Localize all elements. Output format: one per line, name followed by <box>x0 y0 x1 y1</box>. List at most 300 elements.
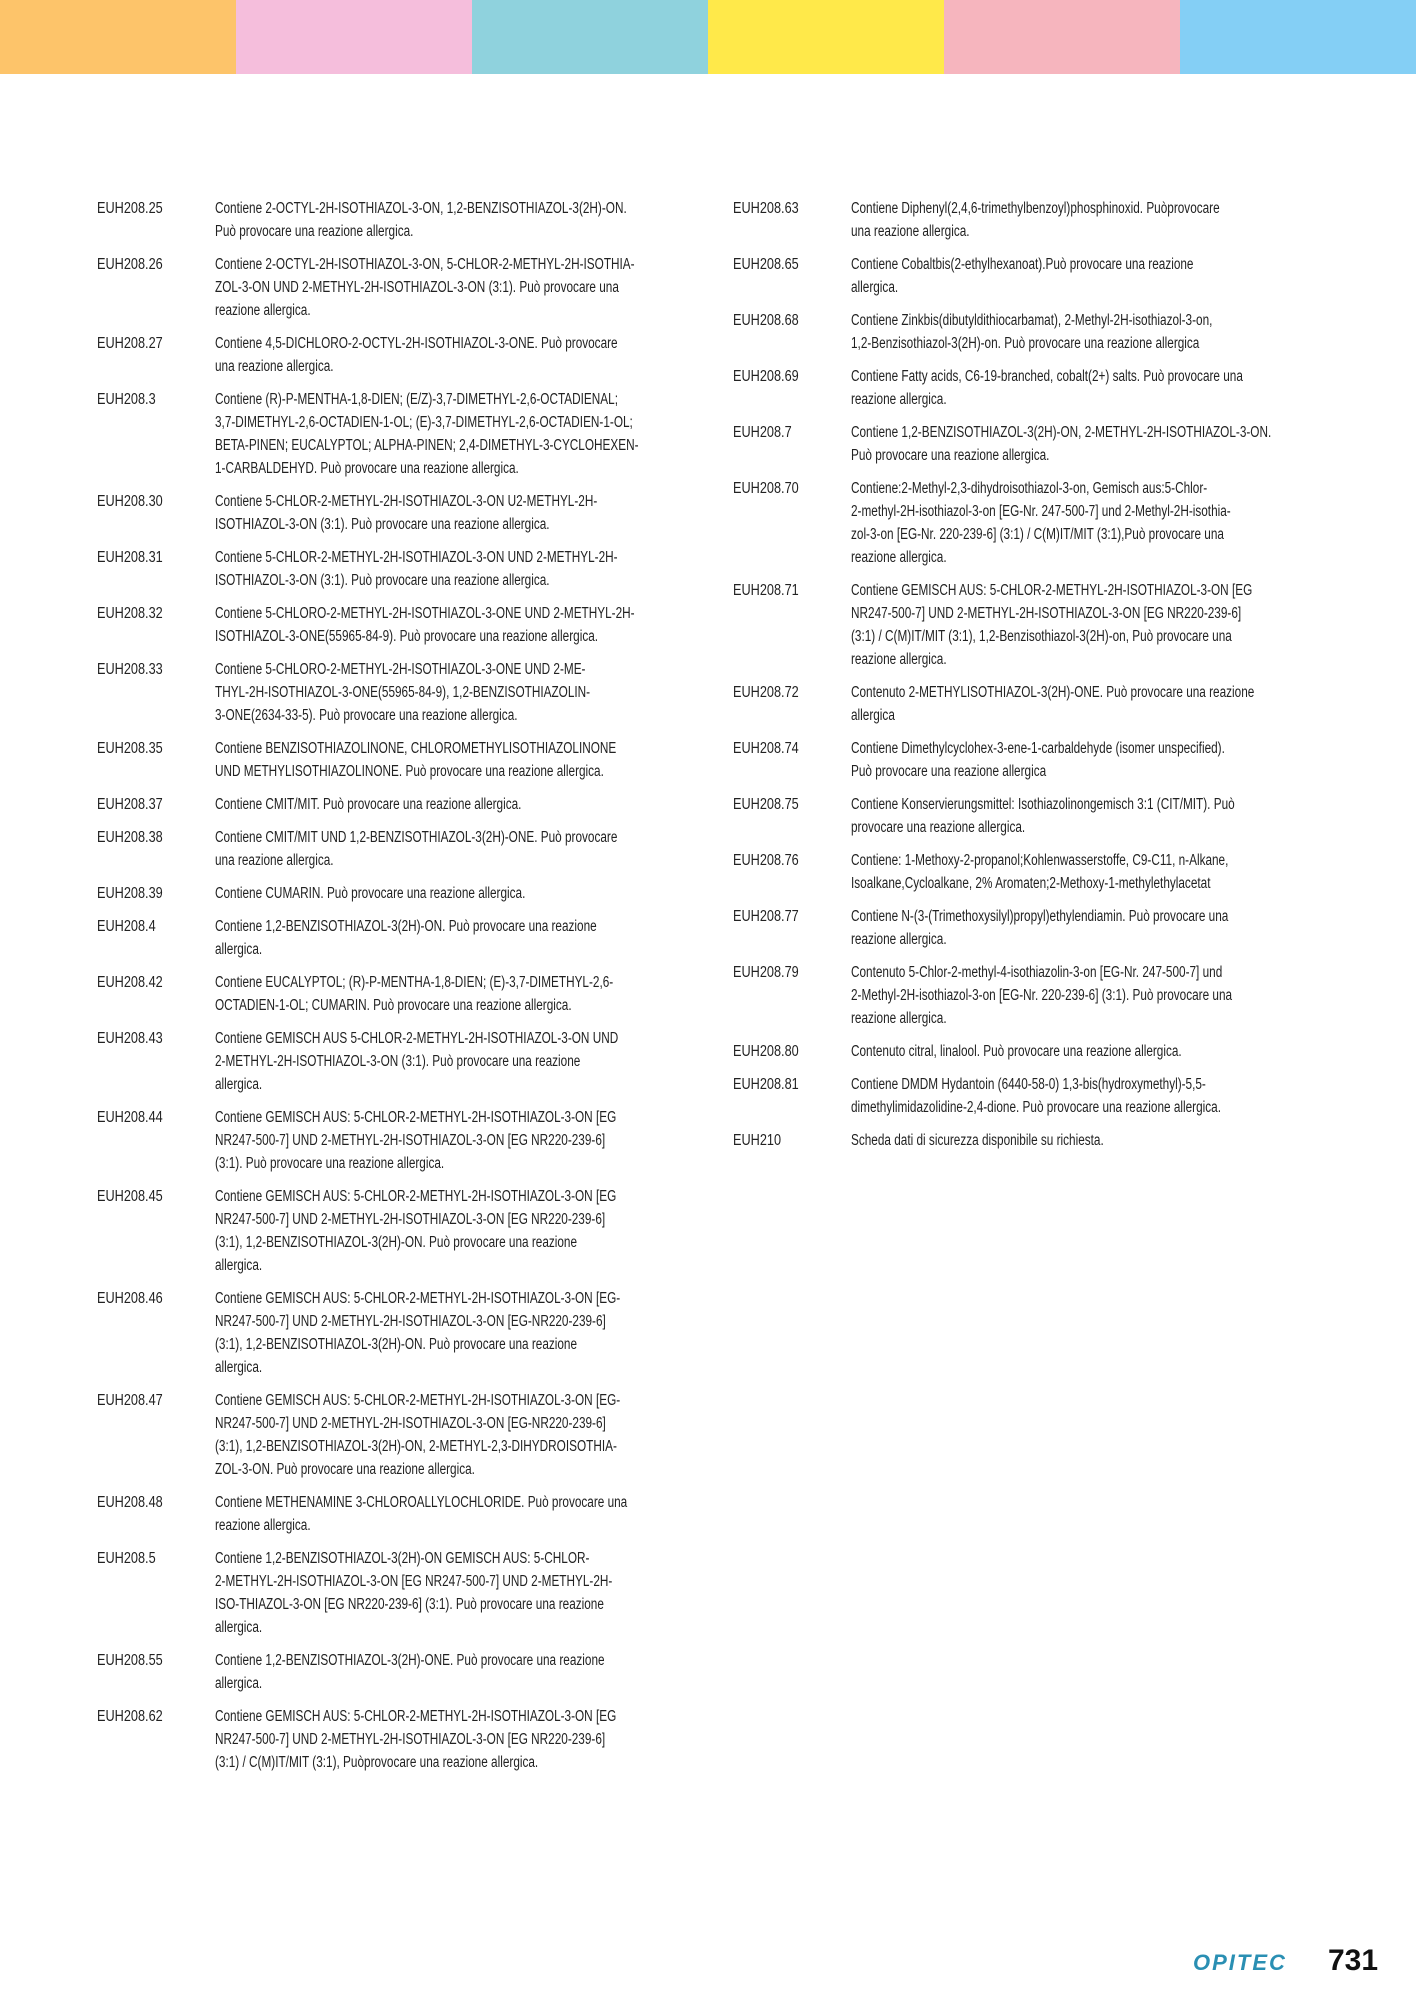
hazard-entry <box>97 253 697 322</box>
hazard-code <box>97 1547 215 1639</box>
statement-line-text: (3:1), 1,2-BENZISOTHIAZOL-3(2H)-ON, 2-METHYL-2,3-DIHYDROISOTHIA- <box>215 1438 617 1455</box>
statement-line <box>215 1129 743 1152</box>
hazard-entry <box>97 602 697 648</box>
statement-line-text: Contiene GEMISCH AUS: 5-CHLOR-2-METHYL-2H-ISOTHIAZOL-3-ON [EG <box>215 1708 617 1725</box>
statement-line <box>215 1310 748 1333</box>
hazard-code-text: EUH208.72 <box>733 684 799 701</box>
statement-line-text: OCTADIEN-1-OL; CUMARIN. Può provocare una reazione allergica. <box>215 997 572 1014</box>
hazard-code-text: EUH208.71 <box>733 582 799 599</box>
hazard-entry <box>97 737 697 783</box>
statement-line-text: 3-ONE(2634-33-5). Può provocare una reazione allergica. <box>215 707 518 724</box>
statement-line-text: Contiene BENZISOTHIAZOLINONE, CHLOROMETHYLISOTHIAZOLINONE <box>215 740 617 757</box>
statement-line-text: 1,2-Benzisothiazol-3(2H)-on. Può provocare una reazione allergica <box>851 335 1200 352</box>
statement-line-text: BETA-PINEN; EUCALYPTOL; ALPHA-PINEN; 2,4-DIMETHYL-3-CYCLOHEXEN- <box>215 437 639 454</box>
statement-line <box>215 569 745 592</box>
statement-line <box>851 523 1353 546</box>
statement-line <box>215 915 717 938</box>
statement-line-text: Contiene GEMISCH AUS: 5-CHLOR-2-METHYL-2H-ISOTHIAZOL-3-ON [EG <box>215 1188 617 1205</box>
hazard-code <box>733 737 851 783</box>
hazard-entry <box>733 849 1353 895</box>
hazard-statement <box>851 253 1353 299</box>
statement-line <box>851 1007 1353 1030</box>
hazard-entry <box>733 681 1353 727</box>
hazard-entry <box>733 579 1353 671</box>
hazard-code <box>97 737 215 783</box>
statement-line-text: Contiene:2-Methyl-2,3-dihydroisothiazol-3-on, Gemisch aus:5-Chlor- <box>851 480 1208 497</box>
statement-line <box>215 1287 748 1310</box>
hazard-code <box>733 793 851 839</box>
statement-line <box>215 546 745 569</box>
statement-line <box>215 625 767 648</box>
statement-line <box>215 1593 738 1616</box>
statement-line-text: (3:1), 1,2-BENZISOTHIAZOL-3(2H)-ON. Può provocare una reazione <box>215 1234 578 1251</box>
hazard-code-text: EUH208.65 <box>733 256 799 273</box>
hazard-code-text: EUH208.42 <box>97 974 163 991</box>
statement-line <box>215 513 718 536</box>
statement-line <box>851 816 1356 839</box>
statement-line-text: Contiene EUCALYPTOL; (R)-P-MENTHA-1,8-DIEN; (E)-3,7-DIMETHYL-2,6- <box>215 974 614 991</box>
statement-line <box>215 1616 738 1639</box>
hazard-code <box>733 681 851 727</box>
statement-line <box>851 365 1367 388</box>
statement-line <box>215 411 772 434</box>
statement-line-text: Può provocare una reazione allergica <box>851 763 1047 780</box>
statement-line <box>215 197 757 220</box>
statement-line-text: ISOTHIAZOL-3-ON (3:1). Può provocare una reazione allergica. <box>215 516 550 533</box>
statement-line <box>215 1356 748 1379</box>
hazard-statement <box>851 477 1353 569</box>
statement-line <box>851 961 1353 984</box>
hazard-entry <box>97 1106 697 1175</box>
statement-line <box>215 1185 743 1208</box>
hazard-code <box>97 1287 215 1379</box>
hazard-code <box>97 793 215 816</box>
hazard-code <box>97 388 215 480</box>
hazard-statement <box>851 365 1367 411</box>
hazard-entry <box>97 793 697 816</box>
hazard-statement <box>851 421 1404 467</box>
hazard-code-text: EUH208.31 <box>97 549 163 566</box>
statement-line-text: Contiene GEMISCH AUS: 5-CHLOR-2-METHYL-2H-ISOTHIAZOL-3-ON [EG <box>215 1109 617 1126</box>
statement-line <box>851 477 1353 500</box>
color-block <box>944 0 1180 74</box>
statement-line-text: (3:1), 1,2-BENZISOTHIAZOL-3(2H)-ON. Può provocare una reazione <box>215 1336 578 1353</box>
hazard-code-text: EUH208.32 <box>97 605 163 622</box>
hazard-entry <box>733 1073 1353 1119</box>
statement-line <box>215 1412 748 1435</box>
statement-line-text: Contiene N-(3-(Trimethoxysilyl)propyl)ethylendiamin. Può provocare una <box>851 908 1229 925</box>
hazard-code <box>97 197 215 243</box>
statement-line-text: reazione allergica. <box>215 1517 311 1534</box>
statement-line <box>851 872 1353 895</box>
statement-line <box>215 253 767 276</box>
statement-line <box>215 1152 743 1175</box>
hazard-statement <box>851 793 1356 839</box>
hazard-code-text: EUH208.77 <box>733 908 799 925</box>
statement-line <box>851 253 1353 276</box>
hazard-statement <box>851 1073 1353 1119</box>
hazard-code-text: EUH208.74 <box>733 740 799 757</box>
statement-line-text: Contiene 1,2-BENZISOTHIAZOL-3(2H)-ON. Può provocare una reazione <box>215 918 597 935</box>
statement-line <box>215 332 745 355</box>
statement-line-text: Contenuto citral, linalool. Può provocare una reazione allergica. <box>851 1043 1182 1060</box>
hazard-statement <box>215 388 772 480</box>
hazard-statement <box>215 826 744 872</box>
hazard-entry <box>97 1027 697 1096</box>
hazard-entry <box>97 1185 697 1277</box>
statement-line-text: ISO-THIAZOL-3-ON [EG NR220-239-6] (3:1). Può provocare una reazione <box>215 1596 604 1613</box>
statement-line <box>215 826 744 849</box>
statement-line <box>215 737 743 760</box>
statement-line <box>215 1333 748 1356</box>
hazard-statement <box>215 1547 738 1639</box>
hazard-code-text: EUH208.30 <box>97 493 163 510</box>
hazard-code-text: EUH208.75 <box>733 796 799 813</box>
statement-line <box>851 849 1353 872</box>
hazard-code-text: EUH208.46 <box>97 1290 163 1307</box>
statement-line-text: zol-3-on [EG-Nr. 220-239-6] (3:1) / C(M)IT/MIT (3:1),Può provocare una <box>851 526 1224 543</box>
statement-line-text: Contenuto 5-Chlor-2-methyl-4-isothiazolin-3-on [EG-Nr. 247-500-7] und <box>851 964 1223 981</box>
statement-line <box>215 1751 743 1774</box>
statement-line <box>851 984 1353 1007</box>
statement-line-text: Contiene 5-CHLOR-2-METHYL-2H-ISOTHIAZOL-3-ON UND 2-METHYL-2H- <box>215 549 618 566</box>
statement-line <box>215 1728 743 1751</box>
hazard-code-text: EUH210 <box>733 1132 782 1149</box>
hazard-code-text: EUH208.39 <box>97 885 163 902</box>
hazard-code-text: EUH208.47 <box>97 1392 163 1409</box>
hazard-entry <box>97 1705 697 1774</box>
hazard-code <box>733 421 851 467</box>
statement-line-text: Contiene Diphenyl(2,4,6-trimethylbenzoyl)phosphinoxid. Puòprovocare <box>851 200 1220 217</box>
hazard-code <box>97 915 215 961</box>
statement-line <box>851 388 1367 411</box>
statement-line <box>215 355 745 378</box>
statement-line <box>215 1672 728 1695</box>
statement-line <box>215 994 739 1017</box>
statement-line-text: Contiene 2-OCTYL-2H-ISOTHIAZOL-3-ON, 5-CHLOR-2-METHYL-2H-ISOTHIA- <box>215 256 635 273</box>
statement-line-text: NR247-500-7] UND 2-METHYL-2H-ISOTHIAZOL-3-ON [EG NR220-239-6] <box>851 605 1242 622</box>
statement-line-text: Contiene Dimethylcyclohex-3-ene-1-carbaldehyde (isomer unspecified). <box>851 740 1225 757</box>
statement-line <box>215 602 767 625</box>
statement-line-text: Contiene 2-OCTYL-2H-ISOTHIAZOL-3-ON, 1,2-BENZISOTHIAZOL-3(2H)-ON. <box>215 200 627 217</box>
statement-line <box>215 299 767 322</box>
statement-line <box>215 1389 748 1412</box>
statement-line <box>215 658 709 681</box>
statement-line <box>215 1570 738 1593</box>
statement-line-text: Contiene Zinkbis(dibutyldithiocarbamat), 2-Methyl-2H-isothiazol-3-on, <box>851 312 1213 329</box>
statement-line <box>851 421 1404 444</box>
statement-line-text: Contiene 5-CHLORO-2-METHYL-2H-ISOTHIAZOL-3-ONE UND 2-METHYL-2H- <box>215 605 635 622</box>
page-number: 731 <box>1328 1944 1379 1977</box>
statement-line <box>215 760 743 783</box>
statement-line-text: Contiene GEMISCH AUS: 5-CHLOR-2-METHYL-2H-ISOTHIAZOL-3-ON [EG- <box>215 1290 621 1307</box>
hazard-code <box>97 1106 215 1175</box>
statement-line <box>215 1106 743 1129</box>
hazard-code-text: EUH208.63 <box>733 200 799 217</box>
statement-line-text: Contenuto 2-METHYLISOTHIAZOL-3(2H)-ONE. Può provocare una reazione <box>851 684 1255 701</box>
statement-line <box>215 938 717 961</box>
hazard-code-text: EUH208.80 <box>733 1043 799 1060</box>
statement-line <box>215 849 744 872</box>
hazard-statement <box>215 793 697 816</box>
hazard-code-text: EUH208.62 <box>97 1708 163 1725</box>
statement-line <box>851 1073 1353 1096</box>
statement-line-text: ISOTHIAZOL-3-ONE(55965-84-9). Può provocare una reazione allergica. <box>215 628 599 645</box>
statement-line-text: Contiene: 1-Methoxy-2-propanol;Kohlenwasserstoffe, C9-C11, n-Alkane, <box>851 852 1229 869</box>
statement-line-text: Contiene (R)-P-MENTHA-1,8-DIEN; (E/Z)-3,7-DIMETHYL-2,6-OCTADIENAL; <box>215 391 618 408</box>
hazard-code <box>97 1649 215 1695</box>
statement-line-text: Contiene Konservierungsmittel: Isothiazolinongemisch 3:1 (CIT/MIT). Può <box>851 796 1235 813</box>
statement-line <box>851 760 1353 783</box>
hazard-code <box>97 882 215 905</box>
hazard-entry <box>733 1040 1353 1063</box>
statement-line-text: Contiene CMIT/MIT UND 1,2-BENZISOTHIAZOL-3(2H)-ONE. Può provocare <box>215 829 618 846</box>
statement-line-text: (3:1). Può provocare una reazione allergica. <box>215 1155 445 1172</box>
hazard-entry <box>97 826 697 872</box>
hazard-code <box>733 905 851 951</box>
hazard-code-text: EUH208.38 <box>97 829 163 846</box>
hazard-code <box>97 1027 215 1096</box>
hazard-entry <box>733 477 1353 569</box>
hazard-code-text: EUH208.44 <box>97 1109 163 1126</box>
hazard-code <box>733 849 851 895</box>
statement-line <box>215 1073 746 1096</box>
statement-line <box>215 1231 743 1254</box>
statement-line-text: (3:1) / C(M)IT/MIT (3:1), 1,2-Benzisothiazol-3(2H)-on, Può provocare una <box>851 628 1232 645</box>
hazard-statement <box>851 1129 1353 1152</box>
statement-line <box>215 681 709 704</box>
statement-line <box>851 602 1379 625</box>
hazard-statement <box>215 658 709 727</box>
statement-line-text: Contiene GEMISCH AUS 5-CHLOR-2-METHYL-2H-ISOTHIAZOL-3-ON UND <box>215 1030 619 1047</box>
statement-line <box>215 434 772 457</box>
statement-line-text: Contiene Fatty acids, C6-19-branched, cobalt(2+) salts. Può provocare una <box>851 368 1243 385</box>
hazard-statement <box>851 905 1353 951</box>
hazard-code <box>733 1073 851 1119</box>
statement-line-text: ZOL-3-ON UND 2-METHYL-2H-ISOTHIAZOL-3-ON (3:1). Può provocare una <box>215 279 619 296</box>
hazard-code <box>733 477 851 569</box>
statement-line <box>851 197 1353 220</box>
statement-line-text: 2-METHYL-2H-ISOTHIAZOL-3-ON [EG NR247-500-7] UND 2-METHYL-2H- <box>215 1573 613 1590</box>
statement-line <box>215 1254 743 1277</box>
hazard-statement <box>215 1389 748 1481</box>
statement-line-text: Contiene Cobaltbis(2-ethylhexanoat).Può provocare una reazione <box>851 256 1194 273</box>
statement-line-text: reazione allergica. <box>851 931 947 948</box>
statement-line-text: Contiene 5-CHLOR-2-METHYL-2H-ISOTHIAZOL-3-ON U2-METHYL-2H- <box>215 493 598 510</box>
color-block <box>708 0 944 74</box>
statement-line-text: una reazione allergica. <box>215 358 334 375</box>
statement-line <box>215 793 697 816</box>
statement-line-text: allergica. <box>215 1675 263 1692</box>
hazard-statement <box>215 1491 757 1537</box>
statement-line <box>215 1491 757 1514</box>
statement-line <box>215 704 709 727</box>
hazard-entry <box>97 1491 697 1537</box>
hazard-code-text: EUH208.4 <box>97 918 156 935</box>
hazard-code-text: EUH208.37 <box>97 796 163 813</box>
statement-line <box>215 1547 738 1570</box>
hazard-code-text: EUH208.25 <box>97 200 163 217</box>
statement-line-text: Contiene 5-CHLORO-2-METHYL-2H-ISOTHIAZOL-3-ONE UND 2-ME- <box>215 661 586 678</box>
hazard-entry <box>97 1547 697 1639</box>
statement-line <box>215 1027 746 1050</box>
hazard-code <box>733 197 851 243</box>
hazard-statement <box>215 1027 746 1096</box>
statement-line-text: Contiene GEMISCH AUS: 5-CHLOR-2-METHYL-2H-ISOTHIAZOL-3-ON [EG <box>851 582 1253 599</box>
hazard-code <box>733 309 851 355</box>
hazard-code <box>97 490 215 536</box>
hazard-statement <box>215 1106 743 1175</box>
hazard-entry <box>97 1649 697 1695</box>
statement-line-text: Scheda dati di sicurezza disponibile su richiesta. <box>851 1132 1104 1149</box>
statement-line <box>215 1705 743 1728</box>
statement-line-text: Può provocare una reazione allergica. <box>851 447 1050 464</box>
statement-line <box>215 1208 743 1231</box>
hazard-entry <box>733 961 1353 1030</box>
hazard-entry <box>97 882 697 905</box>
hazard-code <box>97 253 215 322</box>
statement-line-text: dimethylimidazolidine-2,4-dione. Può provocare una reazione allergica. <box>851 1099 1221 1116</box>
statement-line-text: allergica. <box>851 279 899 296</box>
hazard-entry <box>733 309 1353 355</box>
statement-line-text: 2-methyl-2H-isothiazol-3-on [EG-Nr. 247-500-7] und 2-Methyl-2H-isothia- <box>851 503 1231 520</box>
hazard-code-text: EUH208.45 <box>97 1188 163 1205</box>
hazard-code-text: EUH208.35 <box>97 740 163 757</box>
hazard-entry <box>733 905 1353 951</box>
hazard-entry <box>97 915 697 961</box>
hazard-code <box>733 1040 851 1063</box>
statement-line-text: 2-Methyl-2H-isothiazol-3-on [EG-Nr. 220-239-6] (3:1). Può provocare una <box>851 987 1233 1004</box>
hazard-statement <box>215 602 767 648</box>
statement-line-text: una reazione allergica. <box>215 852 334 869</box>
hazard-entry <box>97 1287 697 1379</box>
statement-line <box>851 579 1379 602</box>
statement-line-text: ZOL-3-ON. Può provocare una reazione allergica. <box>215 1461 475 1478</box>
hazard-statement <box>215 1287 748 1379</box>
statement-line <box>851 1040 1353 1063</box>
hazard-code-text: EUH208.48 <box>97 1494 163 1511</box>
statement-line-text: allergica. <box>215 1076 263 1093</box>
color-header-bar <box>0 0 1416 74</box>
statement-line-text: UND METHYLISOTHIAZOLINONE. Può provocare una reazione allergica. <box>215 763 604 780</box>
statement-line-text: Contiene METHENAMINE 3-CHLOROALLYLOCHLORIDE. Può provocare una <box>215 1494 628 1511</box>
hazard-code <box>97 1705 215 1774</box>
hazard-code-text: EUH208.69 <box>733 368 799 385</box>
statement-line-text: allergica. <box>215 1257 263 1274</box>
statement-line <box>851 1096 1353 1119</box>
statement-line-text: NR247-500-7] UND 2-METHYL-2H-ISOTHIAZOL-3-ON [EG NR220-239-6] <box>215 1731 606 1748</box>
hazard-code-text: EUH208.55 <box>97 1652 163 1669</box>
statement-line <box>215 1050 746 1073</box>
hazard-code <box>97 826 215 872</box>
statement-line-text: allergica. <box>215 1359 263 1376</box>
statement-line <box>851 905 1353 928</box>
hazard-statement <box>851 737 1353 783</box>
statement-line <box>851 500 1353 523</box>
statement-line <box>851 220 1353 243</box>
hazard-statement <box>215 332 745 378</box>
statement-line-text: Contiene 1,2-BENZISOTHIAZOL-3(2H)-ON, 2-METHYL-2H-ISOTHIAZOL-3-ON. <box>851 424 1272 441</box>
hazard-code-text: EUH208.5 <box>97 1550 156 1567</box>
statement-line-text: NR247-500-7] UND 2-METHYL-2H-ISOTHIAZOL-3-ON [EG-NR220-239-6] <box>215 1415 606 1432</box>
statement-line-text: (3:1) / C(M)IT/MIT (3:1), Puòprovocare una reazione allergica. <box>215 1754 539 1771</box>
statement-line-text: Isoalkane,Cycloalkane, 2% Aromaten;2-Methoxy-1-methylethylacetat <box>851 875 1211 892</box>
statement-line-text: Contiene 4,5-DICHLORO-2-OCTYL-2H-ISOTHIAZOL-3-ONE. Può provocare <box>215 335 618 352</box>
statement-line <box>851 1129 1353 1152</box>
statement-line-text: Contiene DMDM Hydantoin (6440-58-0) 1,3-bis(hydroxymethyl)-5,5- <box>851 1076 1206 1093</box>
hazard-entry <box>733 253 1353 299</box>
hazard-code-text: EUH208.33 <box>97 661 163 678</box>
hazard-code-text: EUH208.7 <box>733 424 792 441</box>
hazard-statement <box>851 1040 1353 1063</box>
hazard-entry <box>733 365 1353 411</box>
hazard-code-text: EUH208.76 <box>733 852 799 869</box>
hazard-code <box>97 1491 215 1537</box>
hazard-statement <box>851 681 1382 727</box>
hazard-entry <box>733 793 1353 839</box>
statement-line-text: reazione allergica. <box>851 1010 947 1027</box>
hazard-code-text: EUH208.43 <box>97 1030 163 1047</box>
hazard-code <box>733 253 851 299</box>
statement-line-text: 1-CARBALDEHYD. Può provocare una reazione allergica. <box>215 460 519 477</box>
hazard-statement <box>215 915 717 961</box>
statement-line-text: Può provocare una reazione allergica. <box>215 223 414 240</box>
statement-line <box>851 648 1379 671</box>
statement-line <box>215 457 772 480</box>
statement-line-text: reazione allergica. <box>851 651 947 668</box>
color-block <box>0 0 236 74</box>
hazard-code <box>733 579 851 671</box>
statement-line <box>215 220 757 243</box>
hazard-code-text: EUH208.26 <box>97 256 163 273</box>
statement-line <box>215 882 697 905</box>
hazard-code-text: EUH208.3 <box>97 391 156 408</box>
hazard-entry <box>97 658 697 727</box>
hazard-entry <box>97 1389 697 1481</box>
hazard-entry <box>97 332 697 378</box>
color-block <box>236 0 472 74</box>
statement-line <box>215 1435 748 1458</box>
statement-line-text: allergica. <box>215 1619 263 1636</box>
statement-line <box>215 490 718 513</box>
hazard-code-text: EUH208.70 <box>733 480 799 497</box>
hazard-statement <box>851 579 1379 671</box>
hazard-statement <box>215 971 739 1017</box>
hazard-entry <box>733 1129 1353 1152</box>
hazard-statement <box>215 1705 743 1774</box>
color-block <box>472 0 708 74</box>
left-column-hazard-list <box>97 197 697 1784</box>
opitec-logo: OPITEC <box>1193 1950 1287 1975</box>
statement-line <box>851 625 1379 648</box>
hazard-entry <box>97 546 697 592</box>
hazard-code-text: EUH208.79 <box>733 964 799 981</box>
hazard-code <box>97 602 215 648</box>
hazard-code <box>97 971 215 1017</box>
statement-line <box>215 1458 748 1481</box>
hazard-entry <box>97 197 697 243</box>
statement-line-text: reazione allergica. <box>851 391 947 408</box>
statement-line <box>851 793 1356 816</box>
hazard-entry <box>97 388 697 480</box>
statement-line <box>851 737 1353 760</box>
statement-line <box>851 332 1353 355</box>
hazard-statement <box>215 490 718 536</box>
hazard-code <box>97 546 215 592</box>
hazard-statement <box>851 961 1353 1030</box>
statement-line-text: Contiene GEMISCH AUS: 5-CHLOR-2-METHYL-2H-ISOTHIAZOL-3-ON [EG- <box>215 1392 621 1409</box>
hazard-code <box>733 365 851 411</box>
